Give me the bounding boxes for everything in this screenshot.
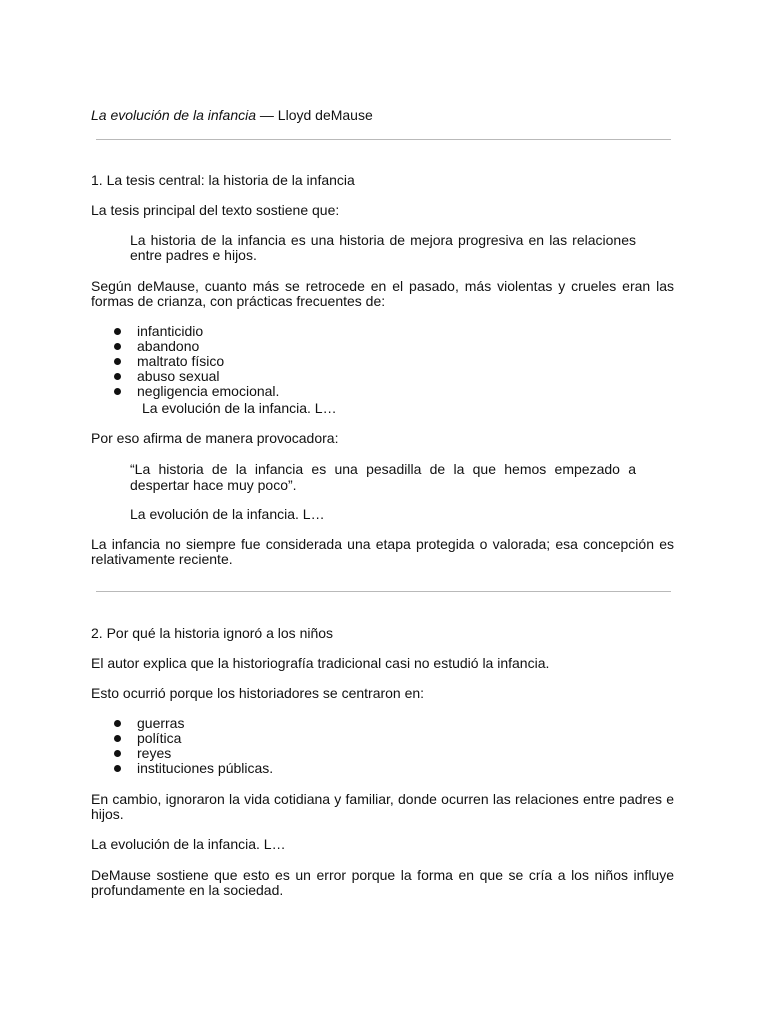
list-item xyxy=(112,384,672,399)
section1-paragraph: Según deMause, cuanto más se retrocede en el pasado, más violentas y crueles eran las formas de crianza, con prácticas frecuentes de: xyxy=(91,278,674,309)
list-item xyxy=(112,746,672,761)
list-item xyxy=(112,339,672,354)
section1-thesis: La historia de la infancia es una historia de mejora progresiva en las relaciones entre padres e hijos. xyxy=(130,232,636,263)
list-item-label: negligencia emocional. xyxy=(137,383,280,399)
list-item-label: instituciones públicas. xyxy=(137,760,274,776)
section2-paragraph: DeMause sostiene que esto es un error porque la forma en que se cría a los niños influye profundamente en la sociedad. xyxy=(91,867,674,898)
section1-heading: 1. La tesis central: la historia de la infancia xyxy=(91,172,355,188)
bullet-icon xyxy=(114,388,121,395)
bullet-icon xyxy=(114,765,121,772)
list-item-label: abandono xyxy=(137,338,200,354)
section1-paragraph: La infancia no siempre fue considerada una etapa protegida o valorada; esa concepción es relativamente reciente. xyxy=(91,536,674,567)
section2-paragraph: En cambio, ignoraron la vida cotidiana y familiar, donde ocurren las relaciones entre padres e hijos. xyxy=(91,791,674,822)
bullet-icon xyxy=(114,328,121,335)
section1-quote: “La historia de la infancia es una pesadilla de la que hemos empezado a despertar hace muy poco”. xyxy=(130,461,636,493)
list-item-label: infanticidio xyxy=(137,323,204,339)
document-title-author: — Lloyd deMause xyxy=(256,107,373,123)
list-item xyxy=(112,731,672,746)
section1-intro: La tesis principal del texto sostiene que: xyxy=(91,202,340,218)
topics-list xyxy=(112,716,672,776)
bullet-icon xyxy=(114,720,121,727)
bullet-icon xyxy=(114,735,121,742)
list-item xyxy=(112,324,672,339)
document-title-italic: La evolución de la infancia xyxy=(91,107,257,123)
list-item-label: maltrato físico xyxy=(137,353,225,369)
list-item xyxy=(112,354,672,369)
divider xyxy=(96,139,671,140)
section2-paragraph: Esto ocurrió porque los historiadores se centraron en: xyxy=(91,685,425,701)
list-item xyxy=(112,369,672,384)
divider xyxy=(96,591,671,592)
citation: La evolución de la infancia. L… xyxy=(142,400,337,416)
list-item-label: reyes xyxy=(137,745,172,761)
list-item-label: política xyxy=(137,730,182,746)
citation: La evolución de la infancia. L… xyxy=(91,836,286,852)
list-item xyxy=(112,761,672,776)
section1-paragraph: Por eso afirma de manera provocadora: xyxy=(91,430,339,446)
citation: La evolución de la infancia. L… xyxy=(130,506,325,522)
document-title xyxy=(91,108,674,123)
section2-paragraph: El autor explica que la historiografía tradicional casi no estudió la infancia. xyxy=(91,655,550,671)
list-item-label: guerras xyxy=(137,715,185,731)
bullet-icon xyxy=(114,358,121,365)
list-item xyxy=(112,716,672,731)
bullet-icon xyxy=(114,343,121,350)
practices-list xyxy=(112,324,672,399)
bullet-icon xyxy=(114,750,121,757)
bullet-icon xyxy=(114,373,121,380)
list-item-label: abuso sexual xyxy=(137,368,220,384)
section2-heading: 2. Por qué la historia ignoró a los niños xyxy=(91,625,334,641)
